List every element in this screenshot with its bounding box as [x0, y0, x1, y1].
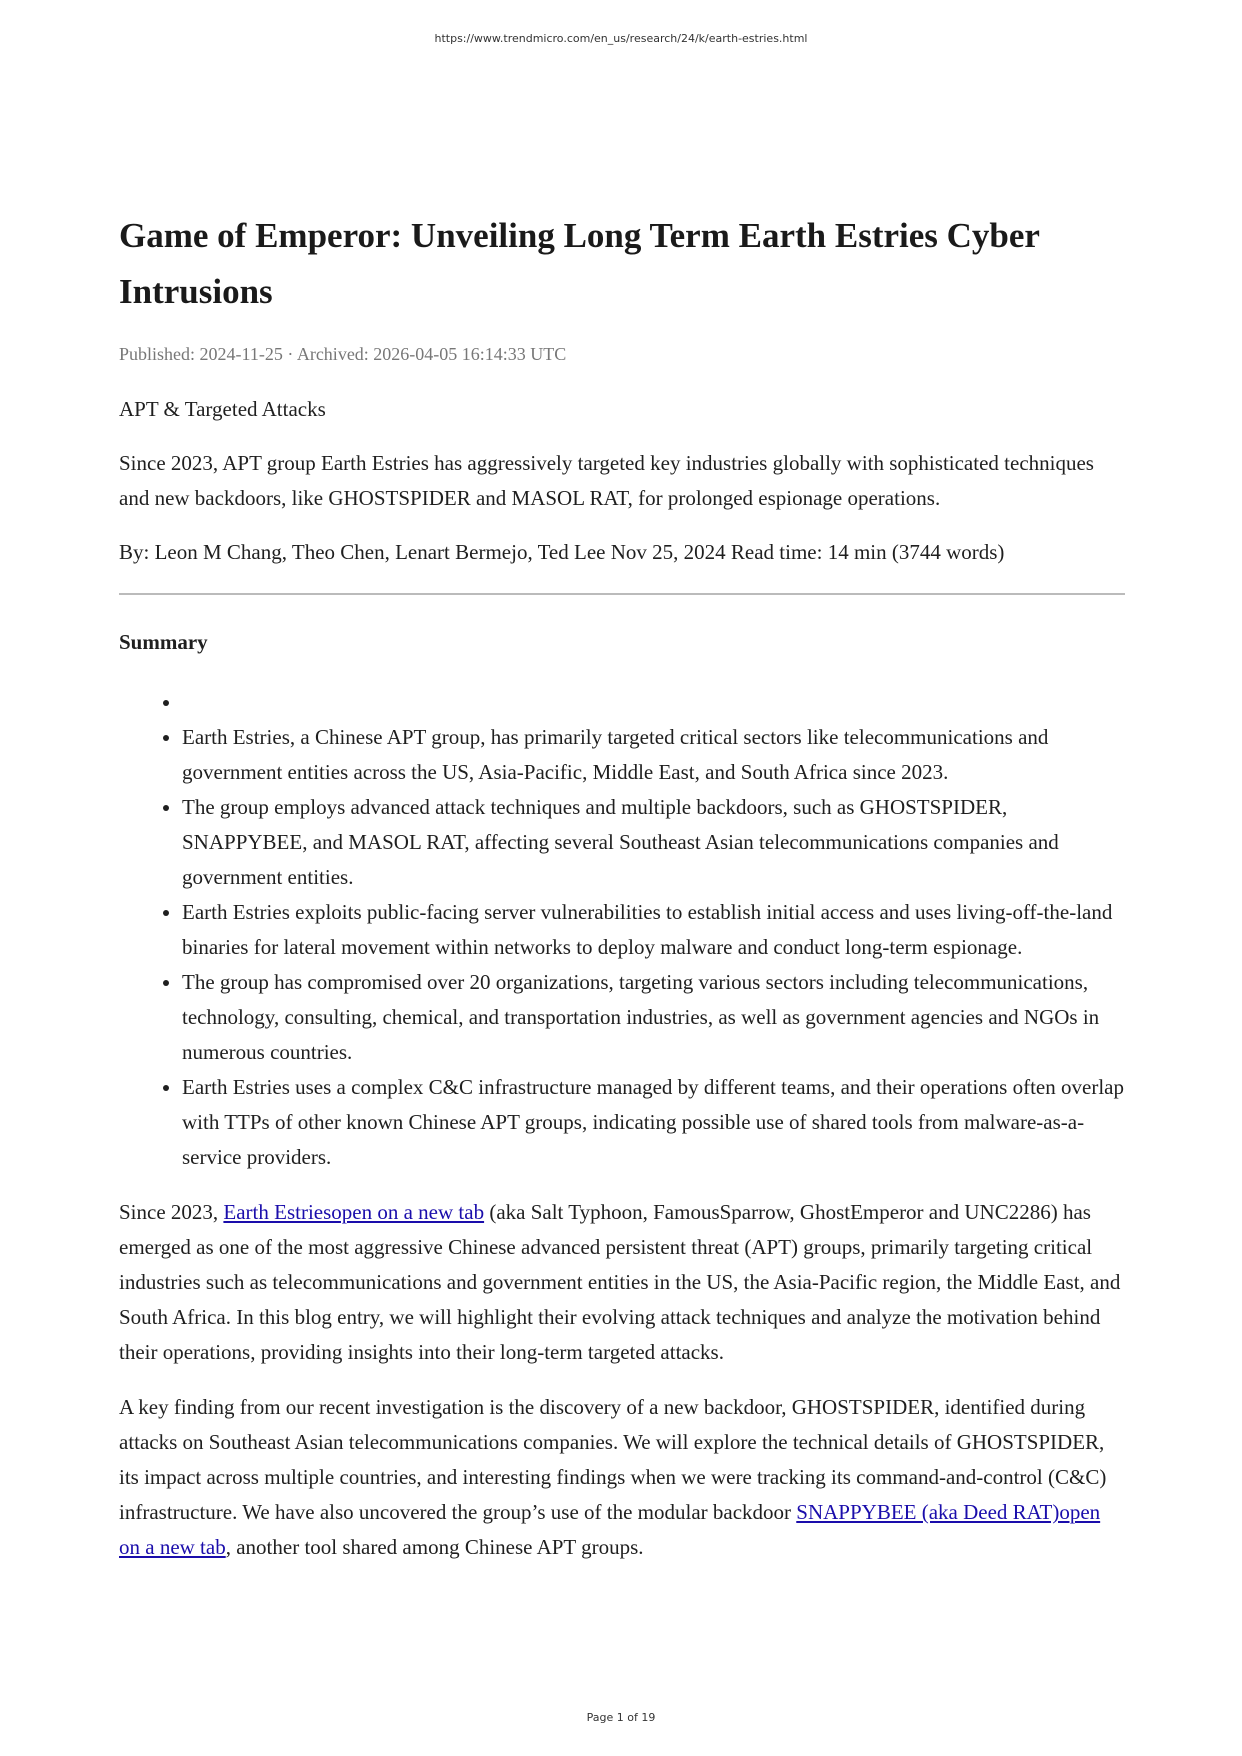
list-item [182, 685, 1125, 720]
paragraph-text: A key finding from our recent investigation is the discovery of a new backdoor, GHOSTSPIDER, identified during attacks on Southeast Asian telecommunications companies. We will explore the technical details of GHOSTSPIDER, its impact across multiple countries, and interesting findings when we were tracking its command-and-control (C&C) infrastructure. We have also uncovered the group’s use of the modular backdoor [119, 1395, 1107, 1524]
list-item: • Earth Estries, a Chinese APT group, has primarily targeted critical sectors like telecommunications and government entities across the US, Asia-Pacific, Middle East, and South Africa since 2023. [182, 720, 1125, 790]
article-byline: By: Leon M Chang, Theo Chen, Lenart Bermejo, Ted Lee Nov 25, 2024 Read time: 14 min (3744 words) [119, 540, 1005, 564]
publish-meta: Published: 2024-11-25 · Archived: 2026-04-05 16:14:33 UTC [119, 344, 567, 364]
paragraph-text: , another tool shared among Chinese APT groups. [225, 1535, 644, 1559]
list-item: • Earth Estries uses a complex C&C infrastructure managed by different teams, and their operations often overlap with TTPs of other known Chinese APT groups, indicating possible use of shared tools from malware-as-a-service providers. [182, 1070, 1125, 1175]
article-title: Game of Emperor: Unveiling Long Term Earth Estries Cyber Intrusions [119, 216, 1040, 311]
divider [119, 593, 1125, 595]
list-item: • The group employs advanced attack techniques and multiple backdoors, such as GHOSTSPIDER, SNAPPYBEE, and MASOL RAT, affecting several Southeast Asian telecommunications companies and government entities. [182, 790, 1125, 895]
list-item: • The group has compromised over 20 organizations, targeting various sectors including telecommunications, technology, consulting, chemical, and transportation industries, as well as government agencies and NGOs in numerous countries. [182, 965, 1125, 1070]
article-intro: Since 2023, APT group Earth Estries has aggressively targeted key industries globally with sophisticated techniques and new backdoors, like GHOSTSPIDER and MASOL RAT, for prolonged espionage operations. [119, 451, 1094, 510]
paragraph-text: Since 2023, [119, 1200, 224, 1224]
snappybee-link[interactable]: SNAPPYBEE (aka Deed RAT)open on a new tab [119, 1500, 1101, 1559]
paragraph-text: (aka Salt Typhoon, FamousSparrow, GhostEmperor and UNC2286) has emerged as one of the most aggressive Chinese advanced persistent threat (APT) groups, primarily targeting critical industries such as telecommunications and government entities in the US, the Asia-Pacific region, the Middle East, and South Africa. In this blog entry, we will highlight their evolving attack techniques and analyze the motivation behind their operations, providing insights into their long-term targeted attacks. [119, 1200, 1121, 1364]
earth-estries-link[interactable]: Earth Estriesopen on a new tab [223, 1200, 485, 1224]
article [119, 208, 1125, 1565]
page-number: Page 1 of 19 [586, 1711, 656, 1724]
article-category: APT & Targeted Attacks [119, 397, 326, 421]
page-url: https://www.trendmicro.com/en_us/research/24/k/earth-estries.html [434, 32, 808, 45]
body-paragraph [119, 1195, 1125, 1370]
list-item: • Earth Estries exploits public-facing server vulnerabilities to establish initial access and uses living-off-the-land binaries for lateral movement within networks to deploy malware and conduct long-term espionage. [182, 895, 1125, 965]
summary-heading: Summary [119, 630, 208, 654]
summary-list [119, 685, 1125, 1175]
body-paragraph [119, 1390, 1125, 1565]
